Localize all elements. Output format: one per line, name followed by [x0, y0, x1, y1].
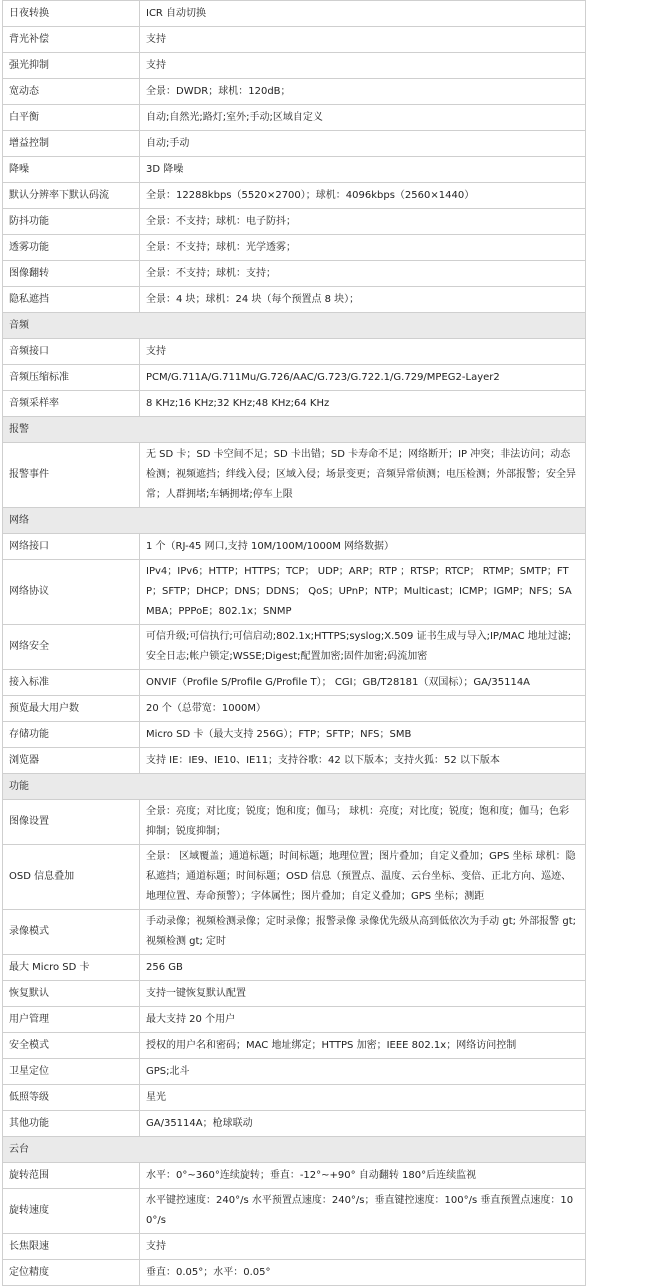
spec-row — [3, 625, 586, 670]
spec-label: 用户管理 — [3, 1007, 140, 1033]
spec-value: ONVIF（Profile S/Profile G/Profile T）； CGI；GB/T28181（双国标）；GA/35114A — [140, 670, 586, 696]
spec-value: 支持 — [140, 1234, 586, 1260]
spec-label: 预览最大用户数 — [3, 696, 140, 722]
spec-row — [3, 79, 586, 105]
spec-value: 全景：12288kbps（5520×2700）；球机：4096kbps（2560×1440） — [140, 183, 586, 209]
spec-row — [3, 1, 586, 27]
spec-value: 垂直：0.05°；水平：0.05° — [140, 1260, 586, 1286]
section-title: 功能 — [3, 774, 586, 800]
spec-label: 隐私遮挡 — [3, 287, 140, 313]
spec-label: 浏览器 — [3, 748, 140, 774]
spec-row — [3, 722, 586, 748]
spec-row — [3, 534, 586, 560]
spec-row — [3, 800, 586, 845]
spec-value: IPv4；IPv6；HTTP；HTTPS；TCP； UDP；ARP；RTP ；RTSP；RTCP； RTMP；SMTP；FTP；SFTP；DHCP；DNS；DDNS； QoS；UPnP；NTP；Multicast；ICMP；IGMP；NFS；SAMBA；PPPoE；802.1x；SNMP — [140, 560, 586, 625]
spec-value: PCM/G.711A/G.711Mu/G.726/AAC/G.723/G.722.1/G.729/MPEG2-Layer2 — [140, 365, 586, 391]
section-title: 云台 — [3, 1137, 586, 1163]
spec-value: 可信升级;可信执行;可信启动;802.1x;HTTPS;syslog;X.509 证书生成与导入;IP/MAC 地址过滤;安全日志;帐户锁定;WSSE;Digest;配置加密;固件加密;码流加密 — [140, 625, 586, 670]
spec-label: 强光抑制 — [3, 53, 140, 79]
spec-row — [3, 27, 586, 53]
spec-label: 音频接口 — [3, 339, 140, 365]
spec-row — [3, 1085, 586, 1111]
spec-label: 网络安全 — [3, 625, 140, 670]
spec-row — [3, 209, 586, 235]
spec-label: 图像设置 — [3, 800, 140, 845]
spec-label: 宽动态 — [3, 79, 140, 105]
spec-value: 全景：不支持；球机：光学透雾； — [140, 235, 586, 261]
spec-value: 授权的用户名和密码；MAC 地址绑定；HTTPS 加密；IEEE 802.1x；网络访问控制 — [140, 1033, 586, 1059]
spec-row — [3, 261, 586, 287]
spec-value: 支持 — [140, 53, 586, 79]
spec-label: 录像模式 — [3, 910, 140, 955]
spec-value: 支持 — [140, 27, 586, 53]
spec-row — [3, 1059, 586, 1085]
spec-row — [3, 1111, 586, 1137]
spec-row — [3, 365, 586, 391]
spec-row — [3, 981, 586, 1007]
spec-label: 默认分辨率下默认码流 — [3, 183, 140, 209]
spec-row — [3, 1163, 586, 1189]
spec-row — [3, 339, 586, 365]
spec-label: 音频压缩标准 — [3, 365, 140, 391]
spec-row — [3, 955, 586, 981]
spec-row — [3, 748, 586, 774]
spec-label: 存储功能 — [3, 722, 140, 748]
spec-label: 防抖功能 — [3, 209, 140, 235]
spec-row — [3, 845, 586, 910]
spec-row — [3, 443, 586, 508]
spec-row — [3, 131, 586, 157]
spec-value: 无 SD 卡；SD 卡空间不足；SD 卡出错；SD 卡寿命不足；网络断开；IP 冲突；非法访问；动态检测；视频遮挡；绊线入侵；区域入侵；场景变更；音频异常侦测；电压检测；外部报警；安全异常；人群拥堵;车辆拥堵;停车上限 — [140, 443, 586, 508]
spec-row — [3, 696, 586, 722]
spec-label: 背光补偿 — [3, 27, 140, 53]
spec-value: 3D 降噪 — [140, 157, 586, 183]
spec-label: 恢复默认 — [3, 981, 140, 1007]
section-title: 音频 — [3, 313, 586, 339]
spec-label: 网络协议 — [3, 560, 140, 625]
spec-value: 星光 — [140, 1085, 586, 1111]
section-header-row — [3, 1137, 586, 1163]
section-header-row — [3, 417, 586, 443]
spec-row — [3, 183, 586, 209]
spec-label: 增益控制 — [3, 131, 140, 157]
spec-row — [3, 1033, 586, 1059]
spec-row — [3, 1234, 586, 1260]
spec-label: 长焦限速 — [3, 1234, 140, 1260]
spec-label: 白平衡 — [3, 105, 140, 131]
spec-value: Micro SD 卡（最大支持 256G）；FTP；SFTP；NFS；SMB — [140, 722, 586, 748]
spec-row — [3, 235, 586, 261]
spec-label: 网络接口 — [3, 534, 140, 560]
spec-value: 水平键控速度：240°/s 水平预置点速度：240°/s；垂直键控速度：100°/s 垂直预置点速度：100°/s — [140, 1189, 586, 1234]
spec-label: 其他功能 — [3, 1111, 140, 1137]
spec-label: 日夜转换 — [3, 1, 140, 27]
spec-value: 全景：4 块；球机：24 块（每个预置点 8 块）； — [140, 287, 586, 313]
spec-value: 20 个（总带宽：1000M） — [140, 696, 586, 722]
spec-value: 全景： 区域覆盖；通道标题；时间标题；地理位置；图片叠加；自定义叠加；GPS 坐标 球机：隐私遮挡；通道标题；时间标题；OSD 信息（预置点、温度、云台坐标、变倍、正北方向、巡迹、地理位置、寿命预警）；字体属性；图片叠加；自定义叠加；GPS 坐标；测距 — [140, 845, 586, 910]
spec-label: 图像翻转 — [3, 261, 140, 287]
spec-row — [3, 391, 586, 417]
spec-label: 透雾功能 — [3, 235, 140, 261]
spec-value: GPS;北斗 — [140, 1059, 586, 1085]
spec-row — [3, 1007, 586, 1033]
spec-row — [3, 105, 586, 131]
spec-value: 全景：亮度；对比度；锐度；饱和度；伽马； 球机：亮度；对比度；锐度；饱和度；伽马；色彩抑制；锐度抑制； — [140, 800, 586, 845]
spec-value: 支持一键恢复默认配置 — [140, 981, 586, 1007]
spec-label: 卫星定位 — [3, 1059, 140, 1085]
spec-value: 自动;手动 — [140, 131, 586, 157]
spec-value: GA/35114A；枪球联动 — [140, 1111, 586, 1137]
section-header-row — [3, 774, 586, 800]
spec-value: 自动;自然光;路灯;室外;手动;区域自定义 — [140, 105, 586, 131]
spec-row — [3, 1189, 586, 1234]
spec-row — [3, 287, 586, 313]
spec-row — [3, 560, 586, 625]
spec-value: 支持 — [140, 339, 586, 365]
spec-value: 全景：不支持；球机：支持； — [140, 261, 586, 287]
spec-table-body — [3, 1, 586, 1286]
spec-row — [3, 53, 586, 79]
spec-value: 手动录像；视频检测录像；定时录像；报警录像 录像优先级从高到低依次为手动 gt; 外部报警 gt; 视频检测 gt; 定时 — [140, 910, 586, 955]
spec-value: 256 GB — [140, 955, 586, 981]
spec-value: ICR 自动切换 — [140, 1, 586, 27]
section-header-row — [3, 313, 586, 339]
spec-label: 旋转速度 — [3, 1189, 140, 1234]
spec-value: 8 KHz;16 KHz;32 KHz;48 KHz;64 KHz — [140, 391, 586, 417]
spec-row — [3, 157, 586, 183]
spec-label: 接入标准 — [3, 670, 140, 696]
spec-row — [3, 1260, 586, 1286]
spec-row — [3, 910, 586, 955]
spec-value: 最大支持 20 个用户 — [140, 1007, 586, 1033]
spec-label: 低照等级 — [3, 1085, 140, 1111]
spec-label: 旋转范围 — [3, 1163, 140, 1189]
spec-label: 报警事件 — [3, 443, 140, 508]
spec-label: 安全模式 — [3, 1033, 140, 1059]
spec-label: 降噪 — [3, 157, 140, 183]
spec-label: 音频采样率 — [3, 391, 140, 417]
spec-label: 最大 Micro SD 卡 — [3, 955, 140, 981]
spec-value: 全景：不支持；球机：电子防抖； — [140, 209, 586, 235]
spec-row — [3, 670, 586, 696]
section-header-row — [3, 508, 586, 534]
spec-value: 水平：0°~360°连续旋转；垂直：-12°~+90° 自动翻转 180°后连续监视 — [140, 1163, 586, 1189]
section-title: 报警 — [3, 417, 586, 443]
spec-value: 1 个（RJ-45 网口,支持 10M/100M/1000M 网络数据） — [140, 534, 586, 560]
spec-table — [2, 0, 586, 1286]
section-title: 网络 — [3, 508, 586, 534]
spec-label: OSD 信息叠加 — [3, 845, 140, 910]
spec-value: 支持 IE：IE9、IE10、IE11；支持谷歌：42 以下版本；支持火狐：52 以下版本 — [140, 748, 586, 774]
spec-value: 全景：DWDR；球机：120dB； — [140, 79, 586, 105]
spec-label: 定位精度 — [3, 1260, 140, 1286]
